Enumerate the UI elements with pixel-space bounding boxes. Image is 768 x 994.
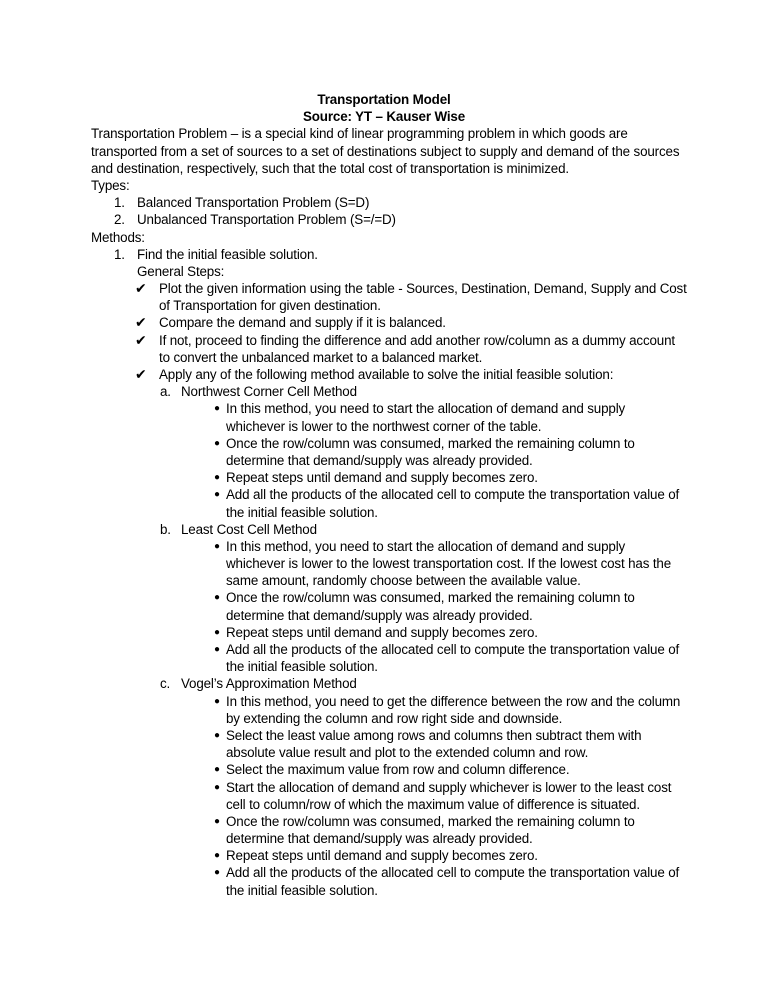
bullet-icon: ● — [214, 695, 220, 707]
general-steps-label: General Steps: — [137, 263, 225, 279]
sub-method-vogel — [91, 675, 691, 692]
bullet-item — [91, 469, 691, 486]
bullet-item — [91, 400, 691, 417]
method-text: Find the initial feasible solution. — [137, 246, 318, 262]
bullet-text-cont: whichever is lower to the northwest corner of the table. — [226, 418, 542, 434]
type-text: Unbalanced Transportation Problem (S=/=D) — [137, 212, 396, 228]
types-heading: Types: — [91, 177, 130, 193]
checkmark-icon: ✔ — [135, 331, 147, 348]
step-text-cont: of Transportation for given destination. — [159, 298, 381, 314]
bullet-text: Once the row/column was consumed, marked the remaining column to — [226, 435, 635, 451]
step-text: Compare the demand and supply if it is balanced. — [159, 315, 446, 331]
bullet-text-cont: determine that demand/supply was already provided. — [226, 607, 533, 623]
bullet-item — [91, 864, 691, 881]
bullet-item — [91, 779, 691, 796]
method-item — [91, 246, 691, 263]
bullet-text-cont: same amount, randomly choose between the available value. — [226, 573, 581, 589]
bullet-text: Add all the products of the allocated cell to compute the transportation value of — [226, 865, 680, 881]
bullet-text: Select the maximum value from row and column difference. — [226, 762, 570, 778]
sub-method-northwest — [91, 383, 691, 400]
list-letter: c. — [160, 676, 171, 692]
bullet-item — [91, 624, 691, 641]
bullet-text-cont: the initial feasible solution. — [226, 882, 378, 898]
sub-method-name: Vogel’s Approximation Method — [181, 676, 357, 692]
type-item — [91, 211, 691, 228]
bullet-icon: ● — [214, 815, 220, 827]
step-text: Apply any of the following method available to solve the initial feasible solution: — [159, 367, 614, 382]
bullet-item — [91, 538, 691, 555]
bullet-text: Add all the products of the allocated cell to compute the transportation value of — [226, 642, 680, 657]
bullet-icon: ● — [214, 403, 220, 415]
bullet-item — [91, 693, 691, 710]
intro-line: transported from a set of sources to a set of destinations subject to supply and demand of the sources — [91, 143, 680, 159]
bullet-text-cont: determine that demand/supply was already provided. — [226, 831, 533, 847]
type-text: Balanced Transportation Problem (S=D) — [137, 195, 370, 211]
bullet-item — [91, 813, 691, 830]
bullet-icon: ● — [214, 472, 220, 484]
list-number: 2. — [114, 212, 125, 228]
bullet-icon: ● — [214, 867, 220, 879]
bullet-text-cont: the initial feasible solution. — [226, 504, 378, 520]
checkmark-icon: ✔ — [135, 314, 147, 331]
bullet-text: Repeat steps until demand and supply becomes zero. — [226, 624, 538, 640]
bullet-text-cont: the initial feasible solution. — [226, 659, 378, 675]
bullet-text: Select the least value among rows and columns then subtract them with — [226, 727, 642, 743]
list-letter: a. — [160, 384, 171, 400]
type-item — [91, 194, 691, 211]
bullet-text-cont: absolute value result and plot to the extended column and row. — [226, 745, 589, 761]
step-text: Plot the given information using the table - Sources, Destination, Demand, Supply and Cost — [159, 281, 687, 297]
bullet-item — [91, 435, 691, 452]
bullet-text: Repeat steps until demand and supply becomes zero. — [226, 470, 538, 486]
step-item — [91, 366, 691, 383]
checkmark-icon: ✔ — [135, 366, 147, 382]
bullet-icon: ● — [214, 592, 220, 604]
document-subtitle: Source: YT – Kauser Wise — [303, 109, 465, 125]
step-item — [91, 280, 691, 297]
bullet-text: Start the allocation of demand and supply whichever is lower to the least cost — [226, 779, 672, 795]
bullet-text: Once the row/column was consumed, marked the remaining column to — [226, 813, 635, 829]
intro-paragraph — [91, 125, 691, 177]
bullet-text: Add all the products of the allocated cell to compute the transportation value of — [226, 487, 680, 503]
step-text: If not, proceed to finding the difference and add another row/column as a dummy account — [159, 332, 675, 348]
bullet-text-cont: by extending the column and row right side and downside. — [226, 710, 563, 726]
document-title: Transportation Model — [317, 92, 451, 107]
bullet-item — [91, 847, 691, 864]
list-letter: b. — [160, 521, 171, 537]
checkmark-icon: ✔ — [135, 280, 147, 297]
bullet-icon: ● — [214, 850, 220, 862]
step-item — [91, 332, 691, 349]
bullet-icon: ● — [214, 729, 220, 741]
list-number: 1. — [114, 246, 125, 262]
step-text-cont: to convert the unbalanced market to a balanced market. — [159, 349, 483, 365]
sub-method-name: Northwest Corner Cell Method — [181, 384, 357, 400]
bullet-icon: ● — [214, 764, 220, 776]
bullet-item — [91, 761, 691, 778]
bullet-item — [91, 486, 691, 503]
bullet-icon: ● — [214, 540, 220, 552]
bullet-text-cont: determine that demand/supply was already provided. — [226, 452, 533, 468]
sub-method-least-cost — [91, 521, 691, 538]
bullet-text: In this method, you need to start the allocation of demand and supply — [226, 538, 626, 554]
bullet-text-cont: cell to column/row of which the maximum value of difference is situated. — [226, 796, 640, 812]
bullet-text: In this method, you need to start the allocation of demand and supply — [226, 401, 626, 417]
methods-heading: Methods: — [91, 229, 145, 245]
bullet-text-cont: whichever is lower to the lowest transportation cost. If the lowest cost has the — [226, 556, 671, 572]
bullet-icon: ● — [214, 489, 220, 501]
bullet-item — [91, 589, 691, 606]
bullet-icon: ● — [214, 626, 220, 638]
intro-line: Transportation Problem – is a special kind of linear programming problem in which goods are — [91, 126, 628, 142]
bullet-icon: ● — [214, 644, 220, 655]
bullet-item — [91, 641, 691, 658]
bullet-text: In this method, you need to get the difference between the row and the column — [226, 693, 681, 709]
bullet-icon: ● — [214, 781, 220, 793]
document-page — [91, 91, 691, 899]
intro-line: and destination, respectively, such that the total cost of transportation is minimized. — [91, 160, 569, 176]
list-number: 1. — [114, 195, 125, 211]
step-item — [91, 314, 691, 331]
bullet-text: Repeat steps until demand and supply becomes zero. — [226, 848, 538, 864]
bullet-item — [91, 727, 691, 744]
bullet-text: Once the row/column was consumed, marked the remaining column to — [226, 590, 635, 606]
bullet-icon: ● — [214, 437, 220, 449]
sub-method-name: Least Cost Cell Method — [181, 521, 317, 537]
